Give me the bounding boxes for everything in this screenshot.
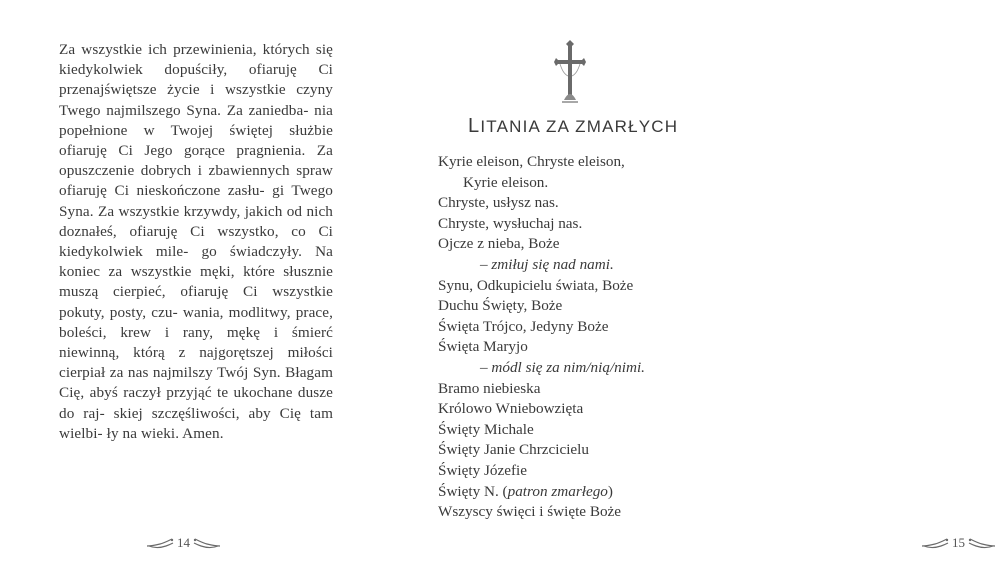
prayer-line: ofiaruję Ci Jego gorące pragnienia. Za	[59, 142, 333, 160]
litany-text	[438, 152, 738, 523]
prayer-line: się kiedykolwiek dopuściły, ofiaruję Ci	[59, 41, 334, 79]
litany-line: Chryste, wysłuchaj nas.	[438, 214, 583, 232]
prayer-line: opuszczenie dobrych i zbawiennych	[59, 162, 290, 180]
litany-line: Duchu Święty, Boże	[438, 297, 563, 315]
prayer-line: i rany, mękę i śmierć niewinną, którą	[59, 323, 333, 362]
litany-line: Kyrie eleison, Chryste eleison,	[438, 153, 625, 170]
litany-line: Wszyscy święci i święte Boże	[438, 503, 622, 521]
prayer-line: raczył przyjąć te ukochane dusze do raj-	[59, 384, 333, 422]
flourish-left-icon	[146, 537, 174, 549]
litany-title	[468, 115, 708, 138]
page-number-left	[146, 534, 221, 552]
prayer-line: nia popełnione w Twojej świętej służbie	[59, 101, 334, 139]
right-page	[384, 0, 965, 571]
title-text: ITANIA ZA ZMARŁYCH	[480, 117, 679, 136]
litany-line: Święty Józefie	[438, 461, 527, 479]
title-initial: L	[468, 115, 481, 137]
litany-line: Ojcze z nieba, Boże	[438, 235, 560, 253]
litany-response: – módl się za nim/nią/nimi.	[480, 358, 645, 376]
cross-icon	[554, 40, 586, 104]
flourish-left-icon	[921, 537, 949, 549]
prayer-line: ły na wieki. Amen.	[106, 424, 224, 442]
page-number: 15	[952, 535, 965, 550]
prayer-line: wszystko, co Ci kiedykolwiek mile-	[59, 222, 333, 261]
prayer-line: skiej szczęśliwości, aby Cię tam wielbi-	[59, 404, 333, 442]
litany-response: – zmiłuj się nad nami.	[480, 255, 614, 273]
prayer-text	[59, 40, 333, 444]
prayer-line: spraw ofiaruję Ci nieskończone zasłu-	[59, 162, 333, 200]
prayer-line: z najgorętszej miłości cierpiał za nas	[59, 344, 333, 382]
litany-line: Święta Trójco, Jedyny Boże	[438, 317, 609, 335]
prayer-line: go świadczyły. Na koniec za wszystkie	[59, 243, 333, 281]
litany-line: Święta Maryjo	[438, 338, 528, 356]
litany-line: Bramo niebieska	[438, 379, 541, 397]
litany-line-start: Święty N. (	[438, 482, 508, 500]
litany-line: Synu, Odkupicielu świata, Boże	[438, 276, 634, 294]
left-page	[0, 0, 383, 571]
prayer-line: jakich od nich doznałeś, ofiaruję Ci	[59, 202, 333, 240]
flourish-right-icon	[968, 537, 996, 549]
prayer-line: ofiaruję Ci wszystkie pokuty, posty, czu-	[59, 283, 333, 321]
litany-line: Święty Michale	[438, 420, 534, 438]
litany-line: Święty Janie Chrzcicielu	[438, 441, 589, 459]
litany-line	[438, 482, 738, 503]
prayer-line: Twego najmilszego Syna. Za zaniedba-	[59, 101, 309, 119]
litany-line: Królowo Wniebowzięta	[438, 400, 584, 418]
prayer-paragraph	[59, 40, 333, 444]
flourish-right-icon	[193, 537, 221, 549]
page-number-right	[921, 534, 996, 552]
litany-line-end: )	[607, 482, 613, 500]
litany-line: Chryste, usłysz nas.	[438, 194, 559, 212]
prayer-line: męki, które słusznie muszą cierpieć,	[59, 263, 333, 301]
page-number: 14	[177, 535, 190, 550]
prayer-line: wania, modlitwy, prace, boleści, krew	[59, 303, 333, 341]
prayer-line: przenajświętsze życie i wszystkie czyny	[59, 81, 333, 99]
prayer-line: gi Twego Syna. Za wszystkie krzywdy,	[59, 182, 333, 220]
litany-placeholder: patron zmarłego	[507, 482, 608, 500]
prayer-line: Za wszystkie ich przewinienia, których	[59, 41, 310, 58]
litany-line: Kyrie eleison.	[463, 173, 549, 191]
prayer-line: najmilszy Twój Syn. Błagam Cię, abyś	[59, 364, 333, 402]
